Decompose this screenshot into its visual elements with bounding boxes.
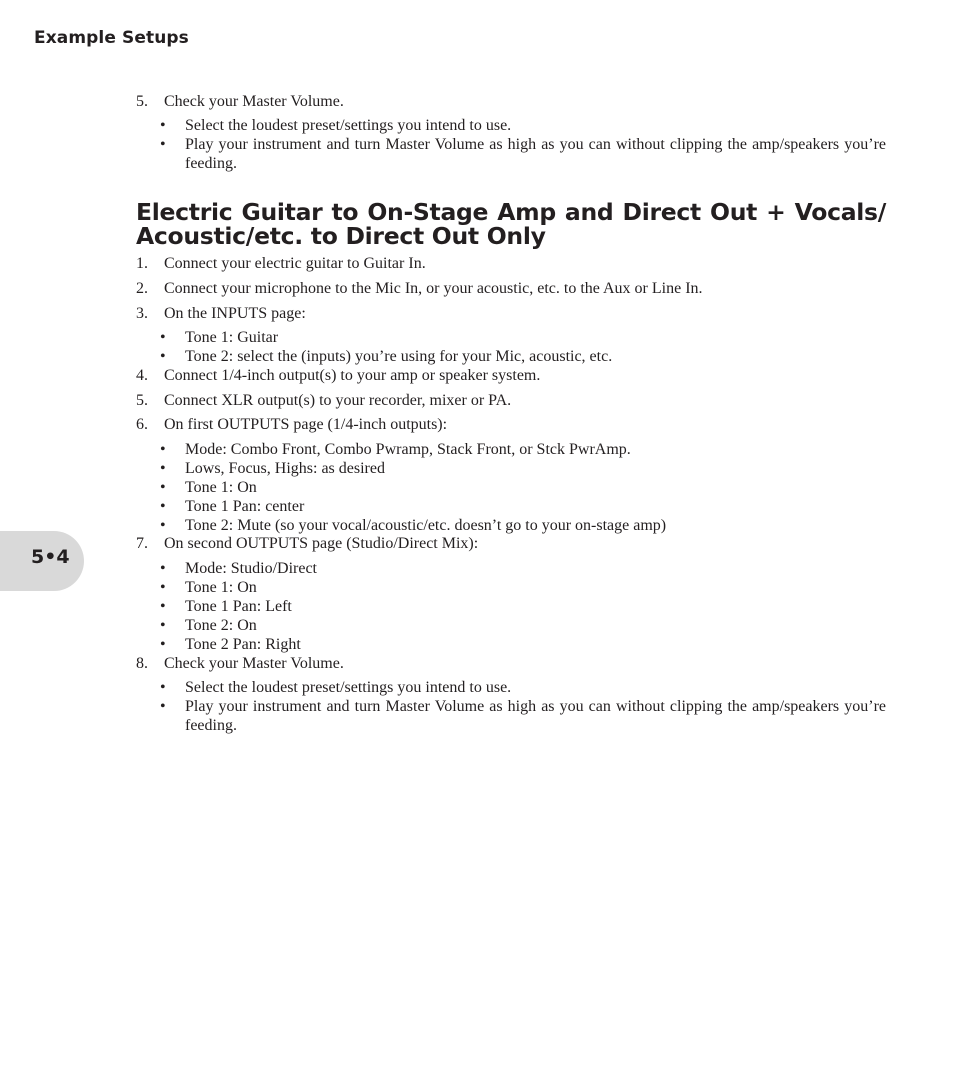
bullet-icon: •: [160, 136, 166, 153]
intro-step: [136, 92, 344, 111]
bullet-icon: •: [160, 117, 166, 134]
step-text: Connect 1/4-inch output(s) to your amp or speaker system.: [164, 367, 541, 384]
bullet-icon: •: [160, 679, 166, 696]
list-item: • Mode: Combo Front, Combo Pwramp, Stack Front, or Stck PwrAmp.: [160, 441, 631, 458]
step-number: 5.: [136, 392, 148, 409]
list-item: • Tone 2: Mute (so your vocal/acoustic/etc. doesn’t go to your on-stage amp): [160, 517, 667, 534]
list-item: • Select the loudest preset/settings you intend to use.: [160, 679, 512, 696]
list-item: • Tone 2 Pan: Right: [160, 636, 301, 653]
step-text: Check your Master Volume.: [164, 93, 344, 110]
step-number: 5.: [136, 93, 148, 110]
list-item: • Lows, Focus, Highs: as desired: [160, 460, 385, 477]
list-item: • Tone 1: On: [160, 579, 257, 596]
list-item: • Tone 1 Pan: center: [160, 498, 305, 515]
step-number: 6.: [136, 416, 148, 433]
step-number: 2.: [136, 280, 148, 297]
step-number: 3.: [136, 305, 148, 322]
step-text: On second OUTPUTS page (Studio/Direct Mix):: [164, 535, 479, 552]
list-item: • Tone 1: Guitar: [160, 329, 279, 346]
page-number: 5•4: [31, 546, 70, 568]
bullet-icon: •: [160, 579, 166, 596]
step-number: 1.: [136, 255, 148, 272]
bullet-icon: •: [160, 636, 166, 653]
bullet-icon: •: [160, 598, 166, 615]
step-text: On the INPUTS page:: [164, 305, 306, 322]
list-item: • Tone 1 Pan: Left: [160, 598, 292, 615]
step-item: [136, 304, 306, 323]
bullet-icon: •: [160, 698, 166, 715]
bullet-icon: •: [160, 617, 166, 634]
list-item: • Tone 2: select the (inputs) you’re using for your Mic, acoustic, etc.: [160, 348, 613, 365]
step-number: 4.: [136, 367, 148, 384]
step-item: [136, 254, 426, 273]
bullet-icon: •: [160, 441, 166, 458]
step-item: [136, 279, 703, 298]
running-header: Example Setups: [34, 28, 189, 48]
step-text: Connect your electric guitar to Guitar In.: [164, 255, 426, 272]
step-item: [136, 415, 447, 434]
step-item: [136, 391, 511, 410]
step-item: [136, 366, 540, 385]
step-number: 8.: [136, 655, 148, 672]
step-number: 7.: [136, 535, 148, 552]
bullet-icon: •: [160, 560, 166, 577]
step-item: [136, 654, 344, 673]
step-item: [136, 534, 478, 553]
step-text: Connect your microphone to the Mic In, or your acoustic, etc. to the Aux or Line In.: [164, 280, 703, 297]
step-text: Connect XLR output(s) to your recorder, mixer or PA.: [164, 392, 512, 409]
bullet-icon: •: [160, 498, 166, 515]
list-item: • Tone 2: On: [160, 617, 257, 634]
bullet-icon: •: [160, 479, 166, 496]
section-heading: Electric Guitar to On-Stage Amp and Direct Out + Vocals/ Acoustic/etc. to Direct Out Only: [136, 198, 886, 250]
list-item: • Play your instrument and turn Master Volume as high as you can without clipping the amp/speakers you’re feeding.: [160, 136, 886, 172]
bullet-icon: •: [160, 517, 166, 534]
bullet-icon: •: [160, 348, 166, 365]
list-item: • Mode: Studio/Direct: [160, 560, 317, 577]
list-item: • Tone 1: On: [160, 479, 257, 496]
list-item: • Play your instrument and turn Master Volume as high as you can without clipping the amp/speakers you’re feeding.: [160, 698, 886, 734]
list-item: • Select the loudest preset/settings you intend to use.: [160, 117, 512, 134]
bullet-icon: •: [160, 460, 166, 477]
bullet-icon: •: [160, 329, 166, 346]
step-text: On first OUTPUTS page (1/4-inch outputs):: [164, 416, 448, 433]
step-text: Check your Master Volume.: [164, 655, 344, 672]
